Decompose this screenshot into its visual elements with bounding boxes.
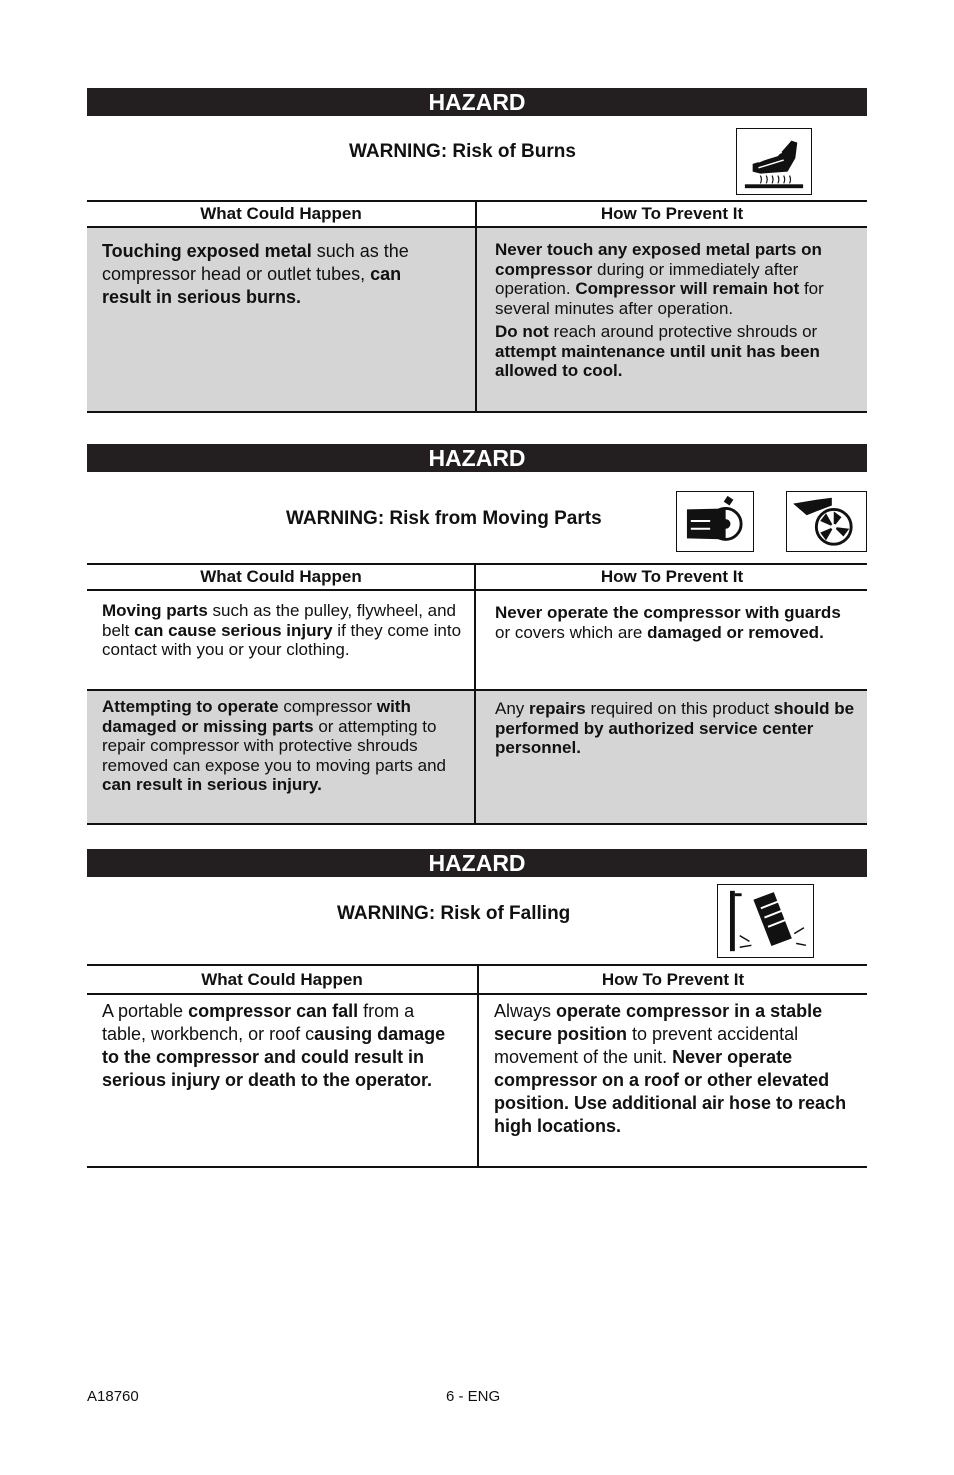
table-row <box>87 691 867 825</box>
hazard-header-moving-parts: HAZARD <box>87 444 867 472</box>
table-header <box>87 563 867 591</box>
column-header-prevent: How To Prevent It <box>600 567 744 586</box>
column-header-what: What Could Happen <box>200 567 362 586</box>
hazard-header-falling: HAZARD <box>87 849 867 877</box>
falling-object-icon <box>717 884 814 958</box>
hazard-header-burns: HAZARD <box>87 88 867 116</box>
how-to-prevent-text: Any repairs required on this product should be performed by authorized service center personnel. <box>495 699 855 757</box>
column-header-prevent: How To Prevent It <box>600 204 744 223</box>
hot-surface-icon <box>736 128 812 195</box>
column-header-what: What Could Happen <box>200 204 362 223</box>
table-row <box>87 995 867 1168</box>
what-could-happen-text: A portable compressor can fall from a table, workbench, or roof causing damage to the compressor and could result in serious injury or death to the operator. <box>102 1001 446 1090</box>
how-to-prevent-text: Always operate compressor in a stable secure position to prevent accidental movement of the unit. Never operate compressor on a roof or other elevated position. Use additional air hose to reach high locations. <box>494 1001 847 1136</box>
table-header <box>87 964 867 995</box>
document-id: A18760 <box>87 1388 139 1405</box>
page-number: 6 - ENG <box>446 1388 501 1405</box>
column-header-what: What Could Happen <box>201 970 363 989</box>
table-header <box>87 200 867 228</box>
what-could-happen-text: Touching exposed metal such as the compressor head or outlet tubes, can result in serious burns. <box>102 241 409 307</box>
what-could-happen-text: Moving parts such as the pulley, flywheel, and belt can cause serious injury if they come into contact with you or your clothing. <box>102 601 462 659</box>
how-to-prevent-text: Never operate the compressor with guards or covers which are damaged or removed. <box>495 603 841 642</box>
moving-parts-table <box>87 563 867 825</box>
warning-title-falling: WARNING: Risk of Falling <box>337 903 571 924</box>
how-to-prevent-text: Never touch any exposed metal parts on compressor during or immediately after operation. Compressor will remain hot for several minutes after operation. Do not reach around protective shrouds or attempt maintenance until unit has been allowed to cool. <box>495 240 824 380</box>
table-row <box>87 228 867 413</box>
fan-blade-icon <box>786 491 867 552</box>
column-header-prevent: How To Prevent It <box>601 970 745 989</box>
warning-title-burns: WARNING: Risk of Burns <box>349 141 576 162</box>
what-could-happen-text: Attempting to operate compressor with damaged or missing parts or attempting to repair compressor with protective shrouds removed can expose you to moving parts and can result in serious injury. <box>102 697 446 794</box>
table-row <box>87 591 867 691</box>
falling-table <box>87 964 867 1168</box>
warning-title-moving-parts: WARNING: Risk from Moving Parts <box>286 508 602 529</box>
pulley-entanglement-icon <box>676 491 754 552</box>
burns-table <box>87 200 867 413</box>
